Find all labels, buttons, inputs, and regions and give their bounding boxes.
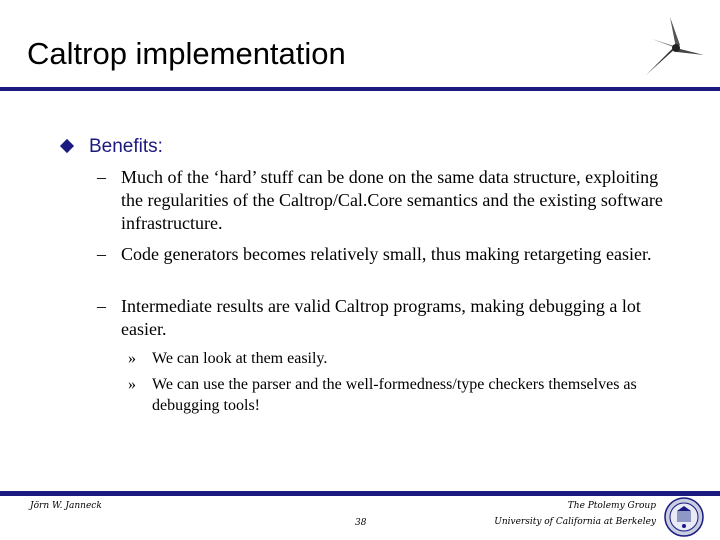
- list-item-text: Much of the ‘hard’ stuff can be done on the same data structure, exploiting the regularities of the Caltrop/Cal.Core semantics and the existing software infrastructure.: [121, 167, 663, 233]
- dash-marker: –: [97, 244, 106, 264]
- list-item: [97, 243, 677, 266]
- footer-university: University of California at Berkeley: [494, 517, 656, 527]
- sub-list-item: [128, 348, 648, 369]
- footer-divider: [0, 491, 720, 496]
- bullet-heading: Benefits:: [89, 136, 163, 157]
- footer-group: The Ptolemy Group: [567, 501, 656, 511]
- list-item: [97, 166, 677, 235]
- slide-title: Caltrop implementation: [27, 36, 346, 71]
- footer-author: Jörn W. Janneck: [30, 501, 102, 511]
- chevron-marker: »: [128, 350, 136, 367]
- sub-list-item-text: We can look at them easily.: [152, 350, 328, 367]
- caltrop-logo-icon: [640, 15, 706, 77]
- university-seal-icon: [664, 497, 704, 537]
- list-item-text: Intermediate results are valid Caltrop programs, making debugging a lot easier.: [121, 296, 641, 339]
- chevron-marker: »: [128, 376, 136, 393]
- list-item-text: Code generators becomes relatively small, thus making retargeting easier.: [121, 244, 652, 264]
- sub-list-item-text: We can use the parser and the well-formedness/type checkers themselves as debugging tools!: [152, 376, 637, 414]
- bullet-diamond: [60, 139, 74, 153]
- page-number: 38: [355, 518, 367, 528]
- dash-marker: –: [97, 167, 106, 187]
- title-divider: [0, 87, 720, 91]
- sub-list-item: [128, 374, 648, 416]
- list-item: [97, 295, 677, 341]
- dash-marker: –: [97, 296, 106, 316]
